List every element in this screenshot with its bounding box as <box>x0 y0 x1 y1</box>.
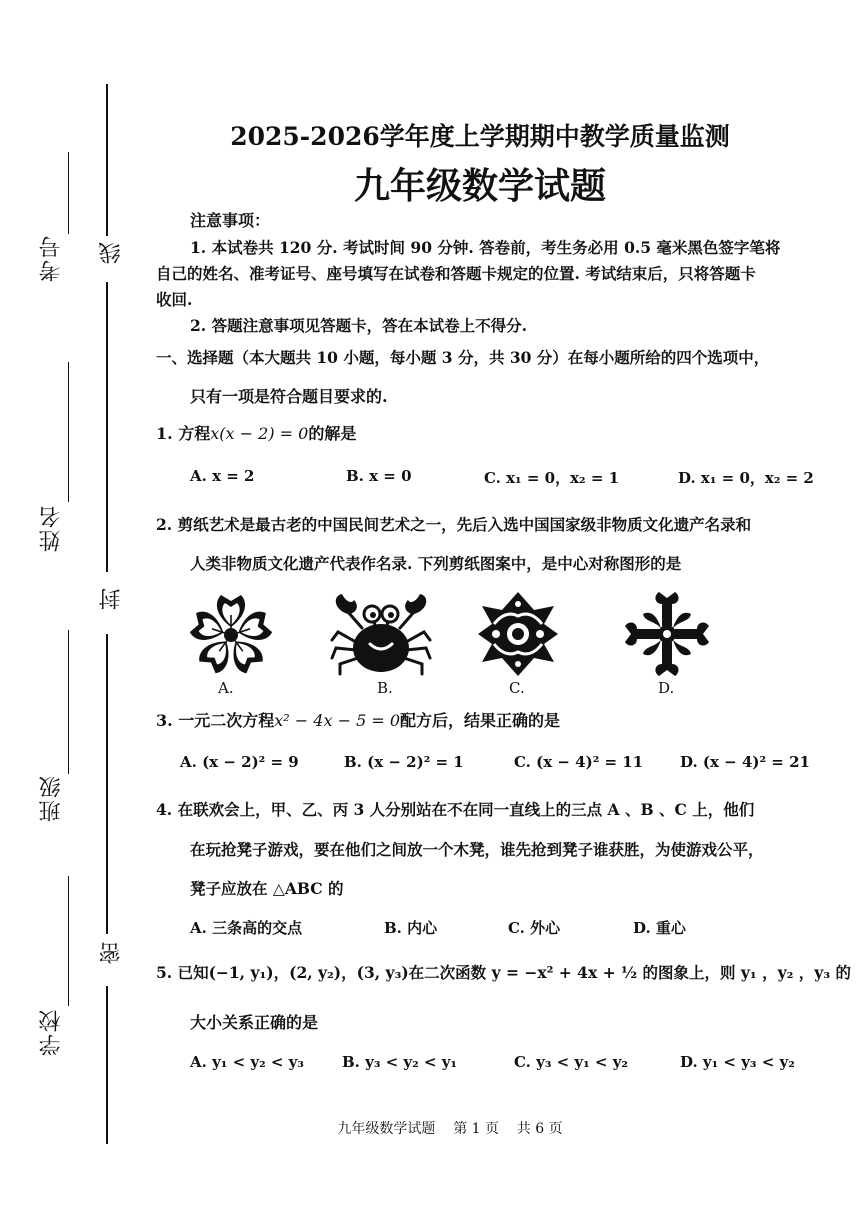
name-field[interactable] <box>68 362 69 502</box>
q3-option-b[interactable]: B. (x − 2)² = 1 <box>344 753 464 771</box>
school-field[interactable] <box>68 876 69 1006</box>
section1-line1: 一、选择题（本大题共 10 小题，每小题 3 分，共 30 分）在每小题所给的四个选项中， <box>156 348 770 367</box>
q4-option-d[interactable]: D. 重心 <box>633 919 686 937</box>
notice-item2: 2. 答题注意事项见答题卡，答在本试卷上不得分. <box>190 316 527 335</box>
paper-title: 九年级数学试题 <box>353 166 606 207</box>
exam-no-field[interactable] <box>68 152 69 234</box>
class-field[interactable] <box>68 630 69 774</box>
q5-option-c[interactable]: C. y₃ < y₁ < y₂ <box>514 1053 629 1071</box>
crab-icon[interactable] <box>326 592 436 678</box>
seal-rule-mid2 <box>106 634 108 934</box>
name-label: 姓名 <box>39 504 64 552</box>
q1-option-c[interactable]: C. x₁ = 0，x₂ = 1 <box>484 469 620 487</box>
q4-line2: 在玩抢凳子游戏，要在他们之间放一个木凳，谁先抢到凳子谁获胜，为使游戏公平， <box>190 840 764 859</box>
q3-option-c[interactable]: C. (x − 4)² = 11 <box>514 753 644 771</box>
q1-stem <box>156 421 356 444</box>
q2-label-b: B. <box>377 679 393 697</box>
seal-rule-mid1 <box>106 282 108 572</box>
seal-rule-top <box>106 84 108 236</box>
seal-seal-label: 封 <box>99 586 124 610</box>
q5-line2: 大小关系正确的是 <box>190 1013 319 1032</box>
q3-stem <box>156 708 560 731</box>
q5-option-a[interactable]: A. y₁ < y₂ < y₃ <box>190 1053 304 1071</box>
seal-secret-label: 密 <box>99 940 124 964</box>
q4-line1: 4. 在联欢会上，甲、乙、丙 3 人分别站在不在同一直线上的三点 A 、B 、C 上，他们 <box>156 800 755 819</box>
q2-label-a: A. <box>218 679 234 697</box>
class-label: 班级 <box>39 774 64 822</box>
notice-heading: 注意事项： <box>190 211 271 230</box>
q2-label-c: C. <box>509 679 525 697</box>
notice-item1-line3: 收回. <box>156 290 193 309</box>
q4-line3: 凳子应放在 △ABC 的 <box>190 879 344 898</box>
q2-line2: 人类非物质文化遗产代表作名录. 下列剪纸图案中，是中心对称图形的是 <box>190 554 682 573</box>
q3-stem-math: x² − 4x − 5 = 0 <box>274 711 401 730</box>
q5-option-d[interactable]: D. y₁ < y₃ < y₂ <box>680 1053 795 1071</box>
q5-option-b[interactable]: B. y₃ < y₂ < y₁ <box>342 1053 458 1071</box>
q3-option-d[interactable]: D. (x − 4)² = 21 <box>680 753 810 771</box>
q5-line1: 5. 已知(−1, y₁)，(2, y₂)，(3, y₃)在二次函数 y = −x² + 4x + ½ 的图象上，则 y₁ ，y₂ ，y₃ 的 <box>156 963 852 982</box>
q2-line1: 2. 剪纸艺术是最古老的中国民间艺术之一，先后入选中国国家级非物质文化遗产名录和 <box>156 515 752 534</box>
sakura-flower-icon[interactable] <box>188 592 274 678</box>
ornament-icon[interactable] <box>476 590 560 678</box>
notice-item1-line1: 1. 本试卷共 120 分. 考试时间 90 分钟. 答卷前，考生务必用 0.5 毫米黑色签字笔将 <box>190 238 781 257</box>
q1-stem-math: x(x − 2) = 0 <box>210 424 309 443</box>
q1-stem-pre: 1. 方程 <box>156 424 211 443</box>
section1-line2: 只有一项是符合题目要求的. <box>190 387 388 406</box>
seal-line-label: 线 <box>99 240 124 264</box>
school-label: 学校 <box>39 1008 64 1056</box>
q1-option-b[interactable]: B. x = 0 <box>346 467 412 485</box>
exam-title: 2025-2026学年度上学期期中教学质量监测 <box>230 122 730 151</box>
q4-option-c[interactable]: C. 外心 <box>508 919 561 937</box>
q1-stem-post: 的解是 <box>308 424 357 443</box>
q3-stem-pre: 3. 一元二次方程 <box>156 711 275 730</box>
q3-stem-post: 配方后，结果正确的是 <box>400 711 561 730</box>
seal-rule-bottom <box>106 986 108 1144</box>
q4-option-a[interactable]: A. 三条高的交点 <box>190 919 303 937</box>
q4-option-b[interactable]: B. 内心 <box>384 919 438 937</box>
q2-label-d: D. <box>658 679 675 697</box>
exam-no-label: 考号 <box>39 234 64 282</box>
q1-option-d[interactable]: D. x₁ = 0，x₂ = 2 <box>678 469 814 487</box>
notice-item1-line2: 自己的姓名、准考证号、座号填写在试卷和答题卡规定的位置. 考试结束后，只将答题卡 <box>156 264 756 283</box>
q1-option-a[interactable]: A. x = 2 <box>190 467 255 485</box>
cross-ornament-icon[interactable] <box>618 590 716 678</box>
q3-option-a[interactable]: A. (x − 2)² = 9 <box>180 753 299 771</box>
page-footer: 九年级数学试题 第 1 页 共 6 页 <box>337 1121 563 1137</box>
